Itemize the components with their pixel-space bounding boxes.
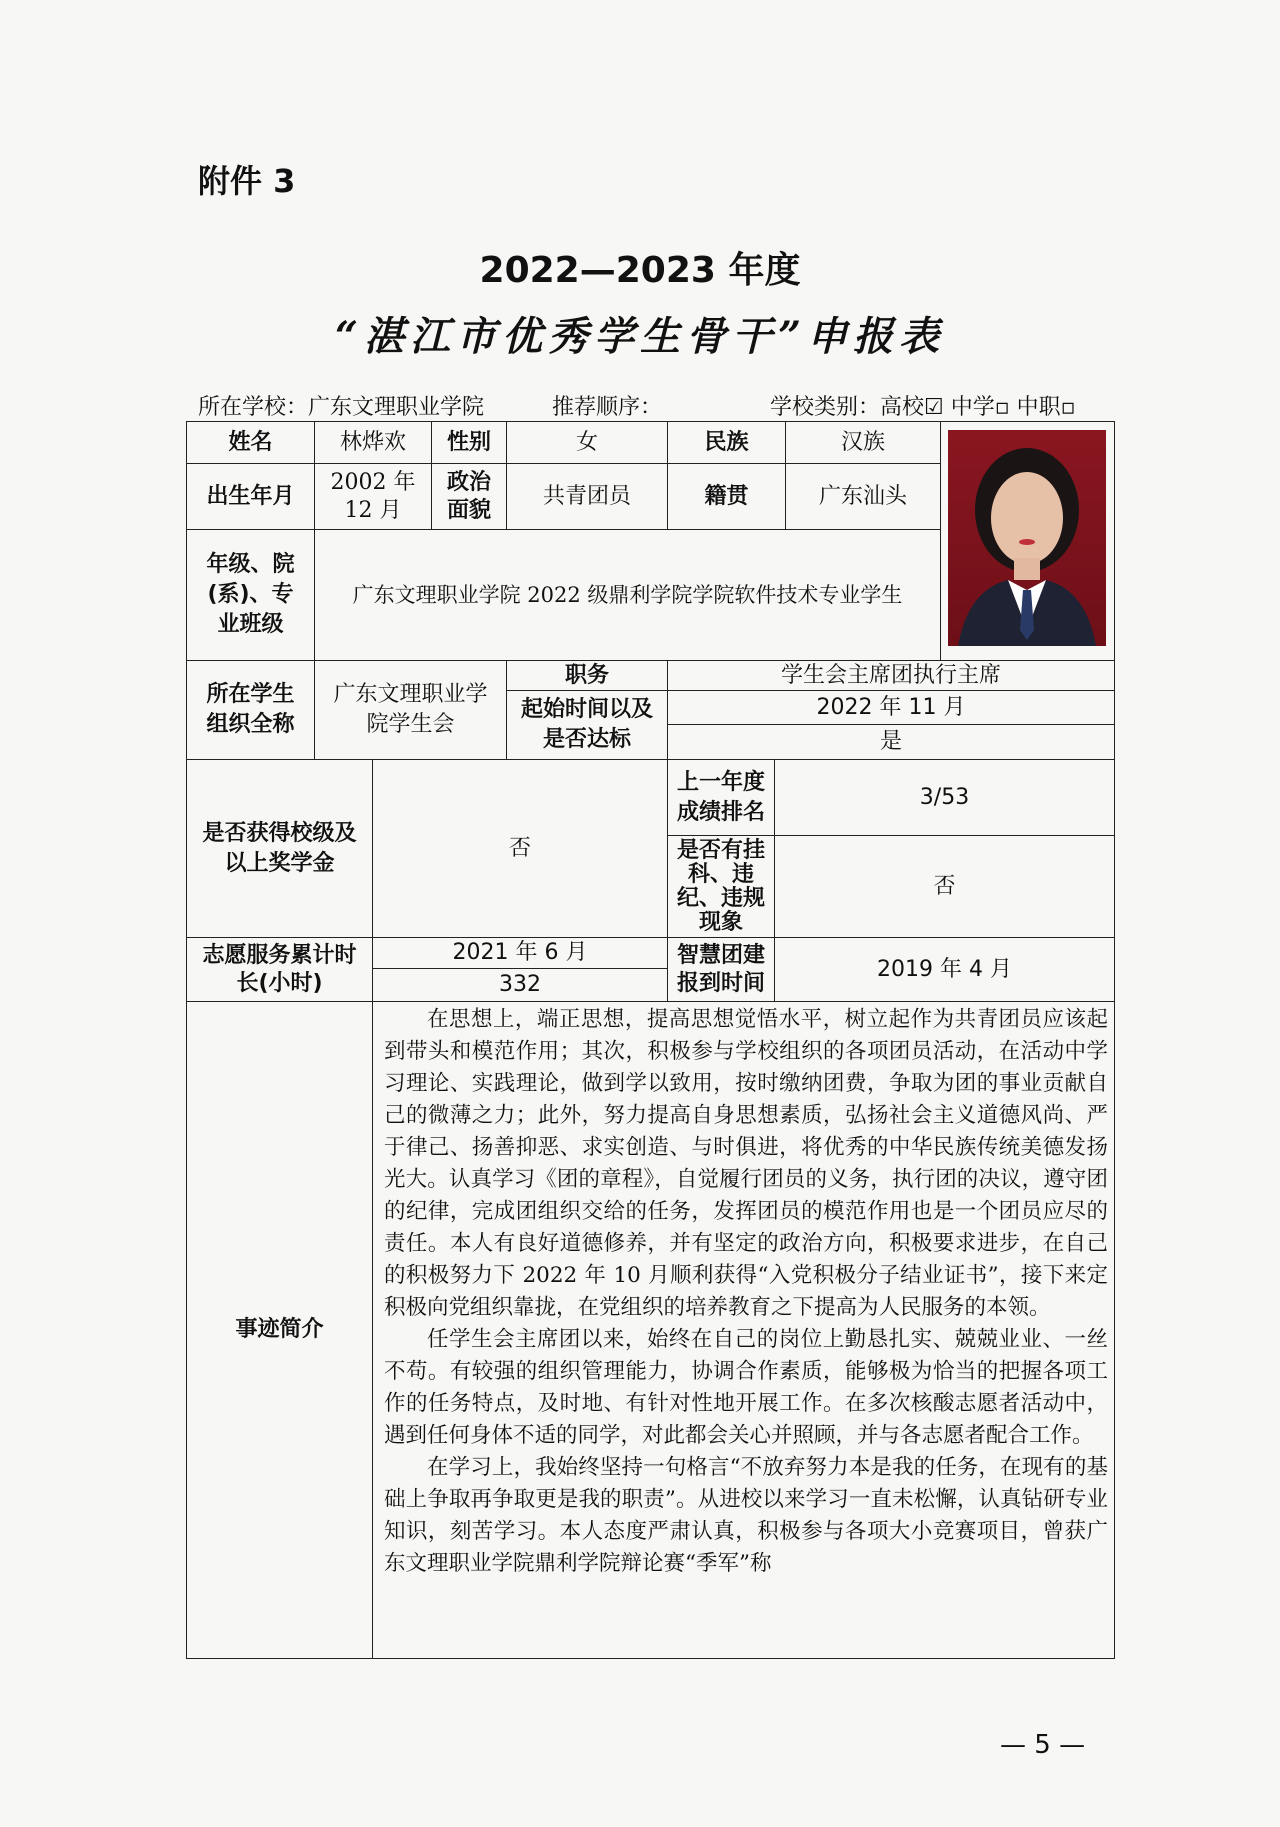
rank-label: 上一年度成绩排名 <box>667 759 775 836</box>
deeds-label: 事迹简介 <box>186 1001 373 1659</box>
name-value: 林烨欢 <box>314 421 432 464</box>
smart-league-value: 2019 年 4 月 <box>774 937 1115 1002</box>
attachment-label: 附件 3 <box>198 162 296 200</box>
duty-label: 职务 <box>506 660 668 691</box>
rank-value: 3/53 <box>774 759 1115 836</box>
start-label: 起始时间以及是否达标 <box>506 690 668 760</box>
org-label: 所在学生组织全称 <box>186 660 315 760</box>
org-value: 广东文理职业学院学生会 <box>314 660 507 760</box>
deeds-paragraph: 在学习上，我始终坚持一句格言“不放弃努力本是我的任务，在现有的基础上争取再争取更是我的职责”。从进校以来学习一直未松懈，认真钻研专业知识，刻苦学习。本人态度严肃认真，积极参与各项大小竞赛项目，曾获广东文理职业学院鼎利学院辩论赛“季军”称 <box>384 1455 1108 1576</box>
volunteer-label: 志愿服务累计时长(小时) <box>186 937 373 1002</box>
volunteer-hours: 332 <box>372 968 668 1002</box>
deeds-text <box>384 1004 1108 1580</box>
deeds-paragraph: 在思想上，端正思想，提高思想觉悟水平，树立起作为共青团员应该起到带头和模范作用；其次，积极参与学校组织的各项团员活动，在活动中学习理论、实践理论，做到学以致用，按时缴纳团费，争取为团的事业贡献自己的微薄之力；此外，努力提高自身思想素质，弘扬社会主义道德风尚、严于律己、扬善抑恶、求实创造、与时俱进，将优秀的中华民族传统美德发扬光大。认真学习《团的章程》，自觉履行团员的义务，执行团的决议，遵守团的纪律，完成团组织交给的任务，发挥团员的模范作用也是一个团员应尽的责任。本人有良好道德修养，并有坚定的政治方向，积极要求进步，在自己的积极努力下 2022 年 10 月顺利获得“入党积极分子结业证书”，接下来定积极向党组织靠拢，在党组织的培养教育之下提高为人民服务的本领。 <box>384 1007 1108 1320</box>
violation-label: 是否有挂科、违纪、违规现象 <box>667 835 775 938</box>
violation-value: 否 <box>774 835 1115 938</box>
school-name: 所在学校：广东文理职业学院 <box>198 395 485 420</box>
ethnicity-value: 汉族 <box>785 421 941 464</box>
political-value: 共青团员 <box>506 463 668 530</box>
gender-value: 女 <box>506 421 668 464</box>
birth-value: 2002 年 12 月 <box>314 463 432 530</box>
standard-met: 是 <box>667 724 1115 760</box>
page-title: “湛江市优秀学生骨干”申报表 <box>334 313 945 360</box>
school-type: 学校类别：高校☑ 中学▫ 中职▫ <box>770 395 1076 420</box>
class-value: 广东文理职业学院 2022 级鼎利学院学院软件技术专业学生 <box>314 529 941 661</box>
scholarship-label: 是否获得校级及以上奖学金 <box>186 759 373 938</box>
volunteer-date: 2021 年 6 月 <box>372 937 668 969</box>
birth-label: 出生年月 <box>186 463 315 530</box>
student-photo <box>948 430 1106 646</box>
title-year: 2022—2023 年度 <box>479 250 801 291</box>
start-date: 2022 年 11 月 <box>667 690 1115 725</box>
native-value: 广东汕头 <box>785 463 941 530</box>
ethnicity-label: 民族 <box>667 421 786 464</box>
political-label: 政治面貌 <box>431 463 507 530</box>
scholarship-value: 否 <box>372 759 668 938</box>
duty-value: 学生会主席团执行主席 <box>667 660 1115 691</box>
native-label: 籍贯 <box>667 463 786 530</box>
page-number: — 5 — <box>1000 1730 1086 1760</box>
smart-league-label: 智慧团建报到时间 <box>667 937 775 1002</box>
gender-label: 性别 <box>431 421 507 464</box>
name-label: 姓名 <box>186 421 315 464</box>
class-label: 年级、院(系)、专业班级 <box>186 529 315 661</box>
deeds-paragraph: 任学生会主席团以来，始终在自己的岗位上勤恳扎实、兢兢业业、一丝不苟。有较强的组织管理能力，协调合作素质，能够极为恰当的把握各项工作的任务特点，及时地、有针对性地开展工作。在多次核酸志愿者活动中，遇到任何身体不适的同学，对此都会关心并照顾，并与各志愿者配合工作。 <box>384 1327 1108 1448</box>
recommend-order: 推荐顺序： <box>552 395 663 420</box>
